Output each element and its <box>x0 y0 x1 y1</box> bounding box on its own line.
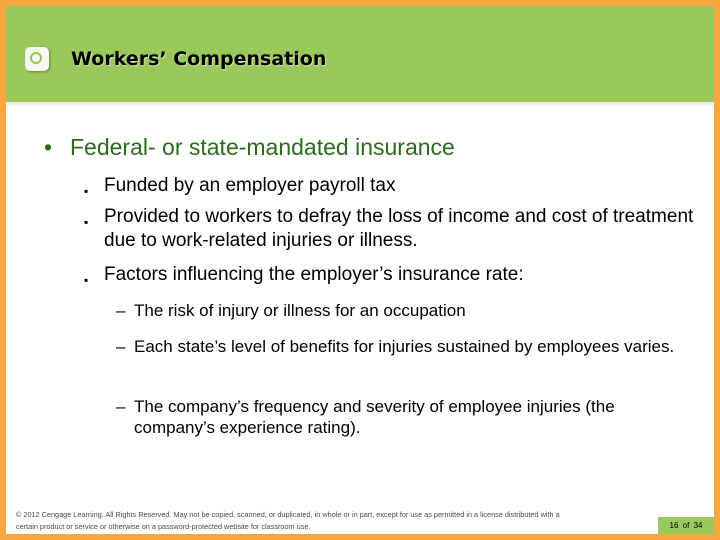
dash-bullet-icon: – <box>116 397 126 416</box>
dash-bullet-icon: – <box>116 337 126 356</box>
factor-text: The risk of injury or illness for an occupation <box>134 301 466 320</box>
sub-bullet-text: Factors influencing the employer’s insurance rate: <box>104 264 524 285</box>
copyright-notice: © 2012 Cengage Learning. All Rights Reserved. May not be copied, scanned, or duplicated, in whole or in part, except for use as permitted in a license distributed with a certain product or service or otherwise on a password-protected website for classroom use. <box>16 510 560 531</box>
page-number <box>658 517 714 534</box>
page-total: 34 <box>693 521 703 530</box>
factor-text: Each state’s level of benefits for injuries sustained by employees varies. <box>134 337 675 356</box>
square-bullet-icon: ▪ <box>84 184 89 198</box>
main-bullet-text: Federal- or state-mandated insurance <box>70 134 455 160</box>
square-bullet-icon: ▪ <box>84 273 89 287</box>
page-current: 16 <box>669 521 679 530</box>
dash-bullet-icon: – <box>116 301 126 320</box>
slide-title: Workers’ Compensation <box>71 48 327 70</box>
header-shadow <box>6 102 714 107</box>
bullet-icon: • <box>44 134 53 160</box>
logo-icon <box>25 47 49 71</box>
page-of: of <box>682 521 690 530</box>
sub-bullet-text: Provided to workers to defray the loss of income and cost of treatment due to work-related injuries or illness. <box>104 206 694 251</box>
square-bullet-icon: ▪ <box>84 215 89 229</box>
factor-text: The company’s frequency and severity of employee injuries (the company’s experience rating). <box>134 397 615 437</box>
slide <box>6 6 714 534</box>
slide-header <box>6 6 714 102</box>
sub-bullet-text: Funded by an employer payroll tax <box>104 175 396 196</box>
